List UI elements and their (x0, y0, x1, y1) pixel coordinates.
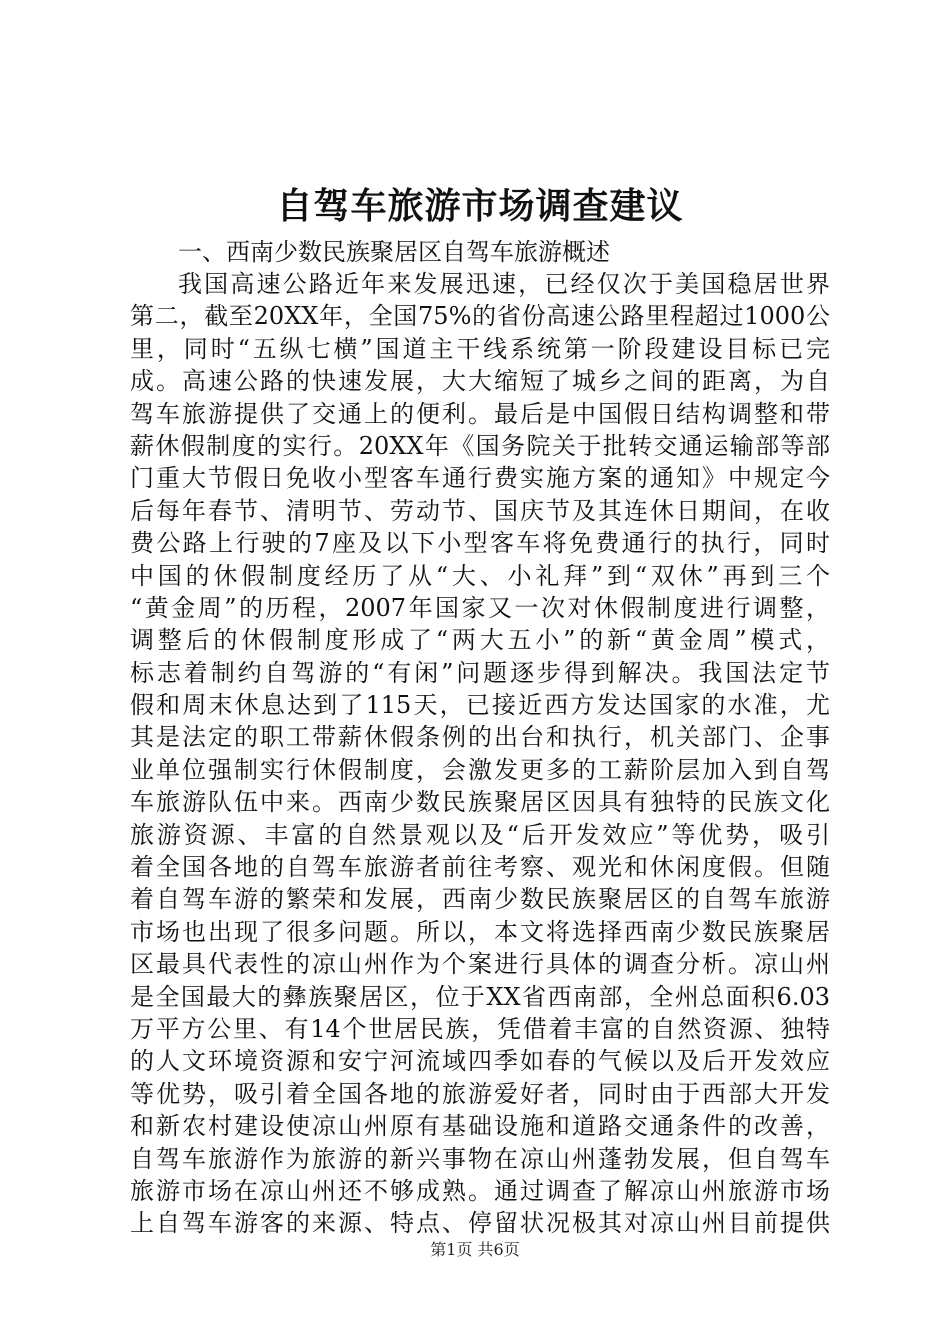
body-line: 是全国最大的彝族聚居区，位于XX省西南部，全州总面积6.03 (130, 982, 830, 1011)
body-line: 旅游资源、丰富的自然景观以及“后开发效应”等优势，吸引 (130, 820, 830, 849)
body-line: 调整后的休假制度形成了“两大五小”的新“黄金周”模式， (130, 626, 830, 655)
document-title: 自驾车旅游市场调查建议 (276, 185, 684, 227)
body-line: 中国的休假制度经历了从“大、小礼拜”到“双休”再到三个 (130, 561, 830, 590)
body-line: 费公路上行驶的7座及以下小型客车将免费通行的执行，同时 (130, 529, 830, 558)
body-line: 旅游市场在凉山州还不够成熟。通过调查了解凉山州旅游市场 (130, 1176, 830, 1205)
body-line: 的人文环境资源和安宁河流域四季如春的气候以及后开发效应 (130, 1047, 830, 1076)
body-line: 后每年春节、清明节、劳动节、国庆节及其连休日期间，在收 (130, 496, 830, 525)
body-line: “黄金周”的历程，2007年国家又一次对休假制度进行调整， (130, 593, 830, 622)
body-line: 成。高速公路的快速发展，大大缩短了城乡之间的距离，为自 (130, 367, 830, 396)
body-line: 万平方公里、有14个世居民族，凭借着丰富的自然资源、独特 (130, 1014, 830, 1043)
body-line: 区最具代表性的凉山州作为个案进行具体的调查分析。凉山州 (130, 950, 830, 979)
body-line: 假和周末休息达到了115天，已接近西方发达国家的水准，尤 (130, 691, 830, 720)
page-number: 第1页 共6页 (430, 1240, 520, 1259)
body-line: 着全国各地的自驾车旅游者前往考察、观光和休闲度假。但随 (130, 853, 830, 882)
body-line: 车旅游队伍中来。西南少数民族聚居区因具有独特的民族文化 (130, 788, 830, 817)
body-line: 门重大节假日免收小型客车通行费实施方案的通知》中规定今 (130, 464, 830, 493)
section-heading: 一、西南少数民族聚居区自驾车旅游概述 (178, 238, 610, 266)
body-line: 和新农村建设使凉山州原有基础设施和道路交通条件的改善， (130, 1112, 830, 1141)
body-line: 标志着制约自驾游的“有闲”问题逐步得到解决。我国法定节 (130, 658, 830, 687)
body-line: 着自驾车游的繁荣和发展，西南少数民族聚居区的自驾车旅游 (130, 885, 830, 914)
body-paragraph (130, 268, 830, 1240)
body-line: 其是法定的职工带薪休假条例的出台和执行，机关部门、企事 (130, 723, 830, 752)
body-line: 市场也出现了很多问题。所以，本文将选择西南少数民族聚居 (130, 917, 830, 946)
body-line: 第二，截至20XX年，全国75%的省份高速公路里程超过1000公 (130, 302, 830, 331)
body-line: 我国高速公路近年来发展迅速，已经仅次于美国稳居世界 (178, 270, 830, 298)
body-line: 薪休假制度的实行。20XX年《国务院关于批转交通运输部等部 (130, 431, 830, 460)
body-line: 等优势，吸引着全国各地的旅游爱好者，同时由于西部大开发 (130, 1079, 830, 1108)
body-line: 业单位强制实行休假制度，会激发更多的工薪阶层加入到自驾 (130, 755, 830, 784)
body-line: 驾车旅游提供了交通上的便利。最后是中国假日结构调整和带 (130, 399, 830, 428)
body-line: 自驾车旅游作为旅游的新兴事物在凉山州蓬勃发展，但自驾车 (130, 1144, 830, 1173)
body-line: 里，同时“五纵七横”国道主干线系统第一阶段建设目标已完 (130, 334, 830, 363)
body-line: 上自驾车游客的来源、特点、停留状况极其对凉山州目前提供 (130, 1209, 830, 1238)
